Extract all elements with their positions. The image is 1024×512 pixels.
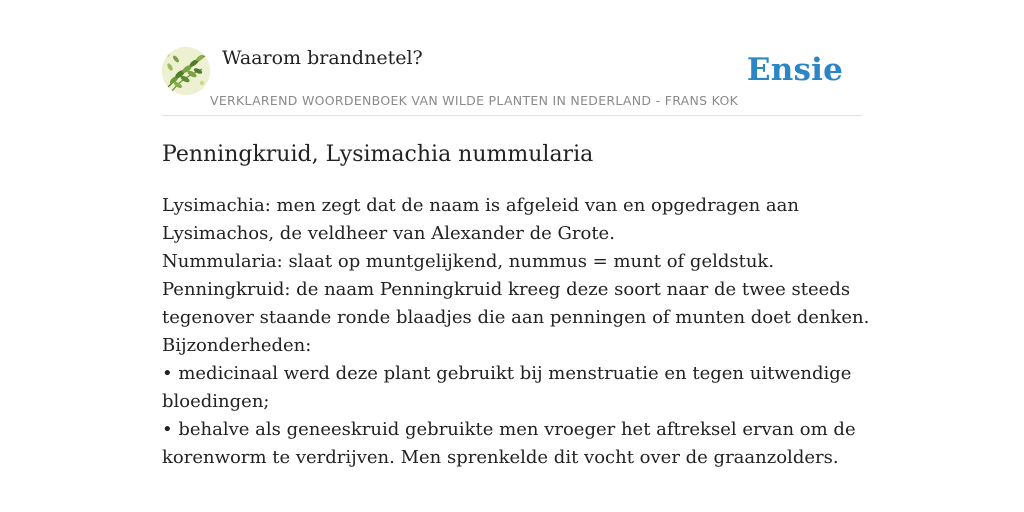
entry-line: Lysimachos, de veldheer van Alexander de Grote.: [162, 223, 615, 244]
brand-logo[interactable]: Ensie: [746, 52, 843, 88]
entry-body: [162, 192, 870, 472]
entry-line: Lysimachia: men zegt dat de naam is afgeleid van en opgedragen aan: [162, 195, 799, 216]
dictionary-subtitle[interactable]: VERKLAREND WOORDENBOEK VAN WILDE PLANTEN IN NEDERLAND - FRANS KOK: [210, 93, 739, 108]
leaf-illustration-icon[interactable]: [162, 47, 210, 95]
entry-title: Penningkruid, Lysimachia nummularia: [162, 142, 594, 167]
entry-line: Bijzonderheden:: [162, 335, 312, 356]
entry-line: • behalve als geneeskruid gebruikte men vroeger het aftreksel ervan om de: [162, 419, 856, 440]
header-divider: [162, 115, 862, 116]
entry-line: korenworm te verdrijven. Men sprenkelde dit vocht over de graanzolders.: [162, 447, 839, 468]
entry-line: Penningkruid: de naam Penningkruid kreeg deze soort naar de twee steeds: [162, 279, 851, 300]
entry-line: tegenover staande ronde blaadjes die aan penningen of munten doet denken.: [162, 307, 870, 328]
entry-line: bloedingen;: [162, 391, 270, 412]
entry-line: Nummularia: slaat op muntgelijkend, nummus = munt of geldstuk.: [162, 251, 775, 272]
site-title[interactable]: Waarom brandnetel?: [222, 47, 423, 69]
entry-line: • medicinaal werd deze plant gebruikt bij menstruatie en tegen uitwendige: [162, 363, 852, 384]
